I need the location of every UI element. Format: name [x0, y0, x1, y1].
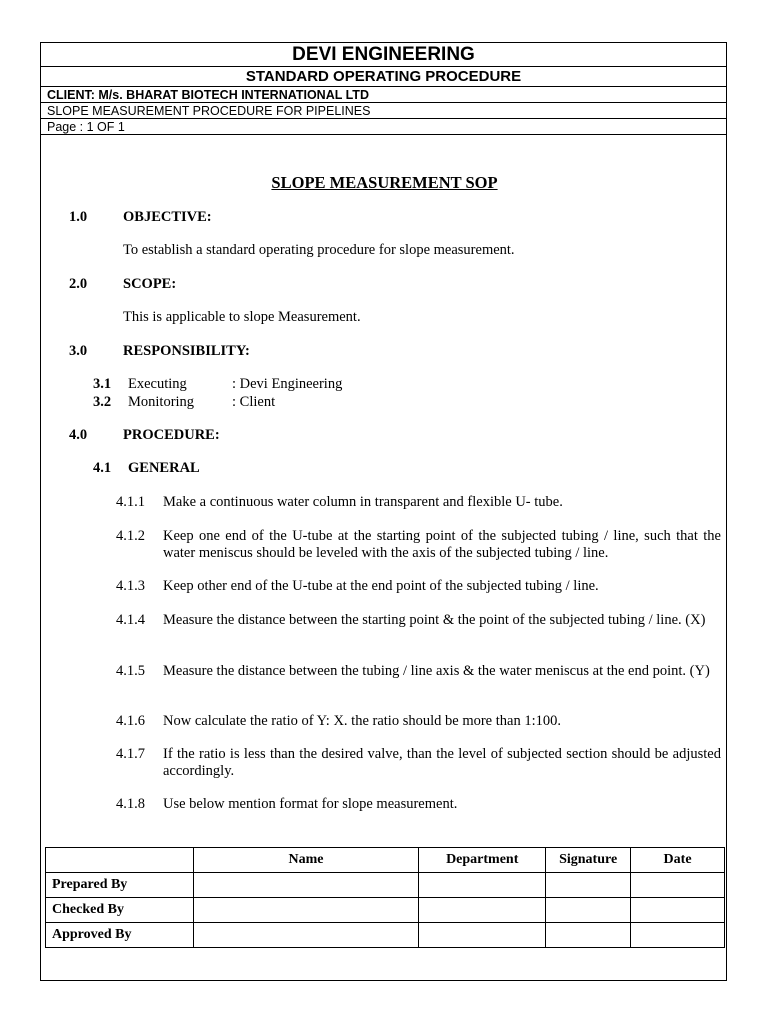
step-text: If the ratio is less than the desired valve, than the level of subjected section should be adjusted accordingly. [163, 746, 721, 779]
signoff-header-empty [46, 848, 194, 873]
responsibility-assignee: : Client [232, 394, 276, 410]
signoff-row-label: Checked By [46, 898, 194, 923]
responsibility-assignee: : Devi Engineering [232, 376, 343, 392]
signoff-header-department: Department [419, 848, 546, 873]
signoff-name-cell [193, 898, 419, 923]
signoff-header-signature: Signature [546, 848, 631, 873]
section-heading-responsibility: RESPONSIBILITY: [123, 343, 250, 359]
signoff-department-cell [419, 898, 546, 923]
procedure-title-line: SLOPE MEASUREMENT PROCEDURE FOR PIPELINES [41, 103, 726, 119]
document-title: SLOPE MEASUREMENT SOP [271, 173, 498, 192]
signoff-signature-cell [546, 898, 631, 923]
signoff-date-cell [631, 923, 725, 948]
page-number: Page : 1 OF 1 [41, 119, 726, 135]
scope-text: This is applicable to slope Measurement. [123, 309, 361, 325]
step-number: 4.1.7 [116, 746, 145, 762]
document-type: STANDARD OPERATING PROCEDURE [41, 67, 726, 87]
step-text: Keep other end of the U-tube at the end point of the subjected tubing / line. [163, 578, 599, 594]
step-number: 4.1.6 [116, 713, 145, 729]
signoff-date-cell [631, 898, 725, 923]
step-number: 4.1.2 [116, 528, 145, 544]
step-number: 4.1.3 [116, 578, 145, 594]
signoff-row-label: Approved By [46, 923, 194, 948]
step-number: 4.1.5 [116, 663, 145, 679]
section-number-procedure: 4.0 [69, 427, 88, 443]
signoff-table [45, 847, 725, 948]
signoff-signature-cell [546, 923, 631, 948]
responsibility-role: Executing [128, 376, 187, 392]
signoff-name-cell [193, 873, 419, 898]
signoff-row-label: Prepared By [46, 873, 194, 898]
step-number: 4.1.8 [116, 796, 145, 812]
step-number: 4.1.4 [116, 612, 145, 628]
signoff-header-name: Name [193, 848, 419, 873]
step-number: 4.1.1 [116, 494, 145, 510]
objective-text: To establish a standard operating procedure for slope measurement. [123, 242, 515, 258]
step-text: Keep one end of the U-tube at the starting point of the subjected tubing / line, such that the water meniscus should be leveled with the axis of the subjected tubing / line. [163, 528, 721, 561]
signoff-name-cell [193, 923, 419, 948]
signoff-row-checked [46, 898, 725, 923]
signoff-department-cell [419, 923, 546, 948]
signoff-row-approved [46, 923, 725, 948]
signoff-department-cell [419, 873, 546, 898]
signoff-header-row [46, 848, 725, 873]
subsection-number-general: 4.1 [93, 460, 112, 476]
section-number-scope: 2.0 [69, 276, 88, 292]
step-text: Use below mention format for slope measurement. [163, 796, 458, 812]
step-text: Now calculate the ratio of Y: X. the ratio should be more than 1:100. [163, 713, 561, 729]
signoff-header-date: Date [631, 848, 725, 873]
sop-page [40, 42, 727, 981]
section-heading-objective: OBJECTIVE: [123, 209, 212, 225]
step-text: Measure the distance between the starting point & the point of the subjected tubing / line. (X) [163, 612, 706, 628]
responsibility-item-number: 3.1 [93, 376, 112, 392]
responsibility-role: Monitoring [128, 394, 195, 410]
section-heading-scope: SCOPE: [123, 276, 177, 292]
company-name: DEVI ENGINEERING [41, 43, 726, 67]
step-text: Make a continuous water column in transparent and flexible U- tube. [163, 494, 563, 510]
responsibility-item-number: 3.2 [93, 394, 112, 410]
signoff-date-cell [631, 873, 725, 898]
subsection-heading-general: GENERAL [128, 460, 200, 476]
section-number-responsibility: 3.0 [69, 343, 88, 359]
signoff-row-prepared [46, 873, 725, 898]
section-heading-procedure: PROCEDURE: [123, 427, 220, 443]
section-number-objective: 1.0 [69, 209, 88, 225]
client-line: CLIENT: M/s. BHARAT BIOTECH INTERNATIONAL LTD [41, 87, 726, 103]
step-text: Measure the distance between the tubing / line axis & the water meniscus at the end point. (Y) [163, 663, 710, 679]
signoff-signature-cell [546, 873, 631, 898]
